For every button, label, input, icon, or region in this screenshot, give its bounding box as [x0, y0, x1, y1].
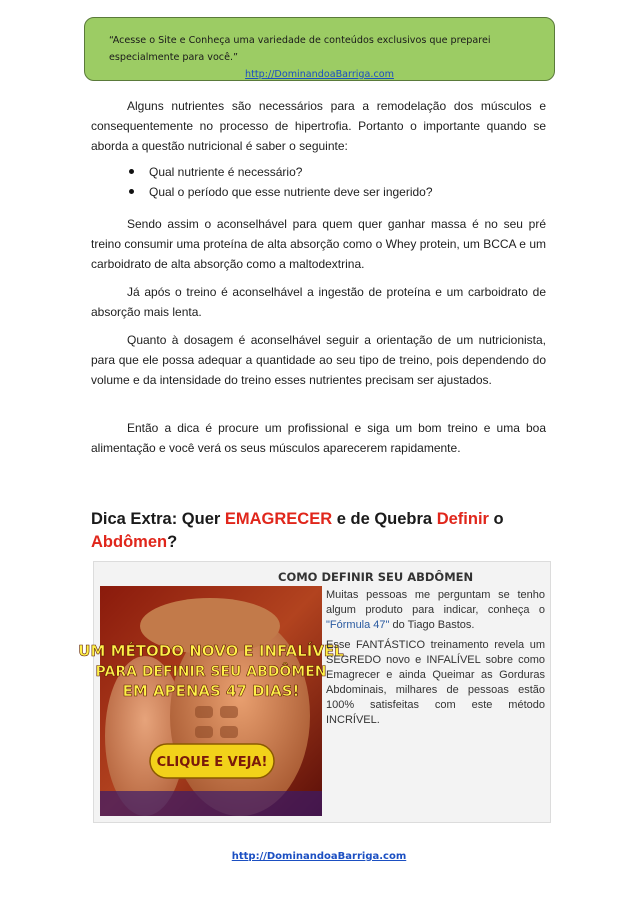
paragraph-dosage	[91, 330, 546, 390]
ad-text-1b: do Tiago Bastos.	[389, 619, 475, 631]
paragraph-conclusion	[91, 418, 546, 458]
paragraph-pre-workout-text: Sendo assim o aconselhável para quem quer ganhar massa é no seu pré treino consumir uma proteína de alta absorção como o Whey protein, um BCCA e um carboidrato de alta absorção como a maltodextrina.	[91, 217, 546, 271]
footer-link[interactable]: http://DominandoaBarriga.com	[231, 851, 407, 862]
paragraph-post-workout	[91, 282, 546, 322]
ad-text-1a: Muitas pessoas me perguntam se tenho algum produto para indicar, conheça o	[326, 589, 545, 616]
formula-47-link[interactable]: "Fórmula 47"	[326, 619, 390, 631]
ad-text-paragraph-1	[326, 588, 545, 633]
paragraph-pre-workout	[91, 214, 546, 274]
banner-text: “Acesse o Site e Conheça uma variedade de conteúdos exclusivos que preparei especialmente para você.”	[109, 35, 491, 63]
fitness-photo-image	[78, 586, 344, 816]
bullet-icon	[129, 189, 134, 194]
list-item-text: Qual nutriente é necessário?	[149, 165, 303, 179]
cta-button-label[interactable]: CLIQUE E VEJA!	[156, 755, 268, 770]
paragraph-intro	[91, 96, 546, 156]
list-item	[91, 182, 546, 202]
ad-banner[interactable]	[78, 561, 551, 823]
bullet-list	[91, 162, 546, 202]
heading-highlight-definir: Definir	[436, 510, 489, 528]
header-banner	[84, 17, 555, 81]
heading-highlight-abdomen: Abdômen	[91, 533, 168, 551]
ad-headline-line-1: UM MÉTODO NOVO E INFALÍVEL	[78, 642, 344, 660]
heading-part: e de Quebra	[332, 510, 437, 528]
ad-title: COMO DEFINIR SEU ABDÔMEN	[278, 570, 474, 584]
list-item	[91, 162, 546, 182]
paragraph-conclusion-text: Então a dica é procure um profissional e siga um bom treino e uma boa alimentação e você verá os seus músculos aparecerem rapidamente.	[91, 421, 546, 455]
paragraph-intro-text: Alguns nutrientes são necessários para a remodelação dos músculos e consequentemente no processo de hipertrofia. Portanto o importante quando se aborda a questão nutricional é saber o seguinte:	[91, 99, 546, 153]
extra-tip-heading	[91, 508, 561, 554]
heading-part: ?	[167, 533, 178, 551]
ad-headline-line-2: PARA DEFINIR SEU ABDÔMEN	[95, 664, 327, 680]
heading-part: Dica Extra: Quer	[91, 510, 225, 528]
list-item-text: Qual o período que esse nutriente deve ser ingerido?	[149, 185, 433, 199]
bullet-icon	[129, 169, 134, 174]
ad-headline-line-3: EM APENAS 47 DIAS!	[122, 682, 300, 700]
ad-text-paragraph-2: Esse FANTÁSTICO treinamento revela um SEGREDO novo e INFALÍVEL sobre como Emagrecer e ainda Queimar as Gorduras Abdominais, milhares de pessoas estão 100% satisfeitas com este método INCRÍVEL.	[326, 639, 545, 726]
heading-part: o	[488, 510, 504, 528]
banner-link[interactable]: http://DominandoaBarriga.com	[245, 69, 394, 80]
paragraph-post-workout-text: Já após o treino é aconselhável a ingestão de proteína e um carboidrato de absorção mais lenta.	[91, 285, 546, 319]
heading-highlight-emagrecer: EMAGRECER	[224, 510, 333, 528]
paragraph-dosage-text: Quanto à dosagem é aconselhável seguir a orientação de um nutricionista, para que ele possa adequar a quantidade ao seu tipo de treino, pois dependendo do volume e da intensidade do treino esses nutrientes precisam ser ajustados.	[91, 333, 546, 387]
ad-description	[326, 588, 545, 733]
ad-photo[interactable]	[78, 586, 344, 816]
